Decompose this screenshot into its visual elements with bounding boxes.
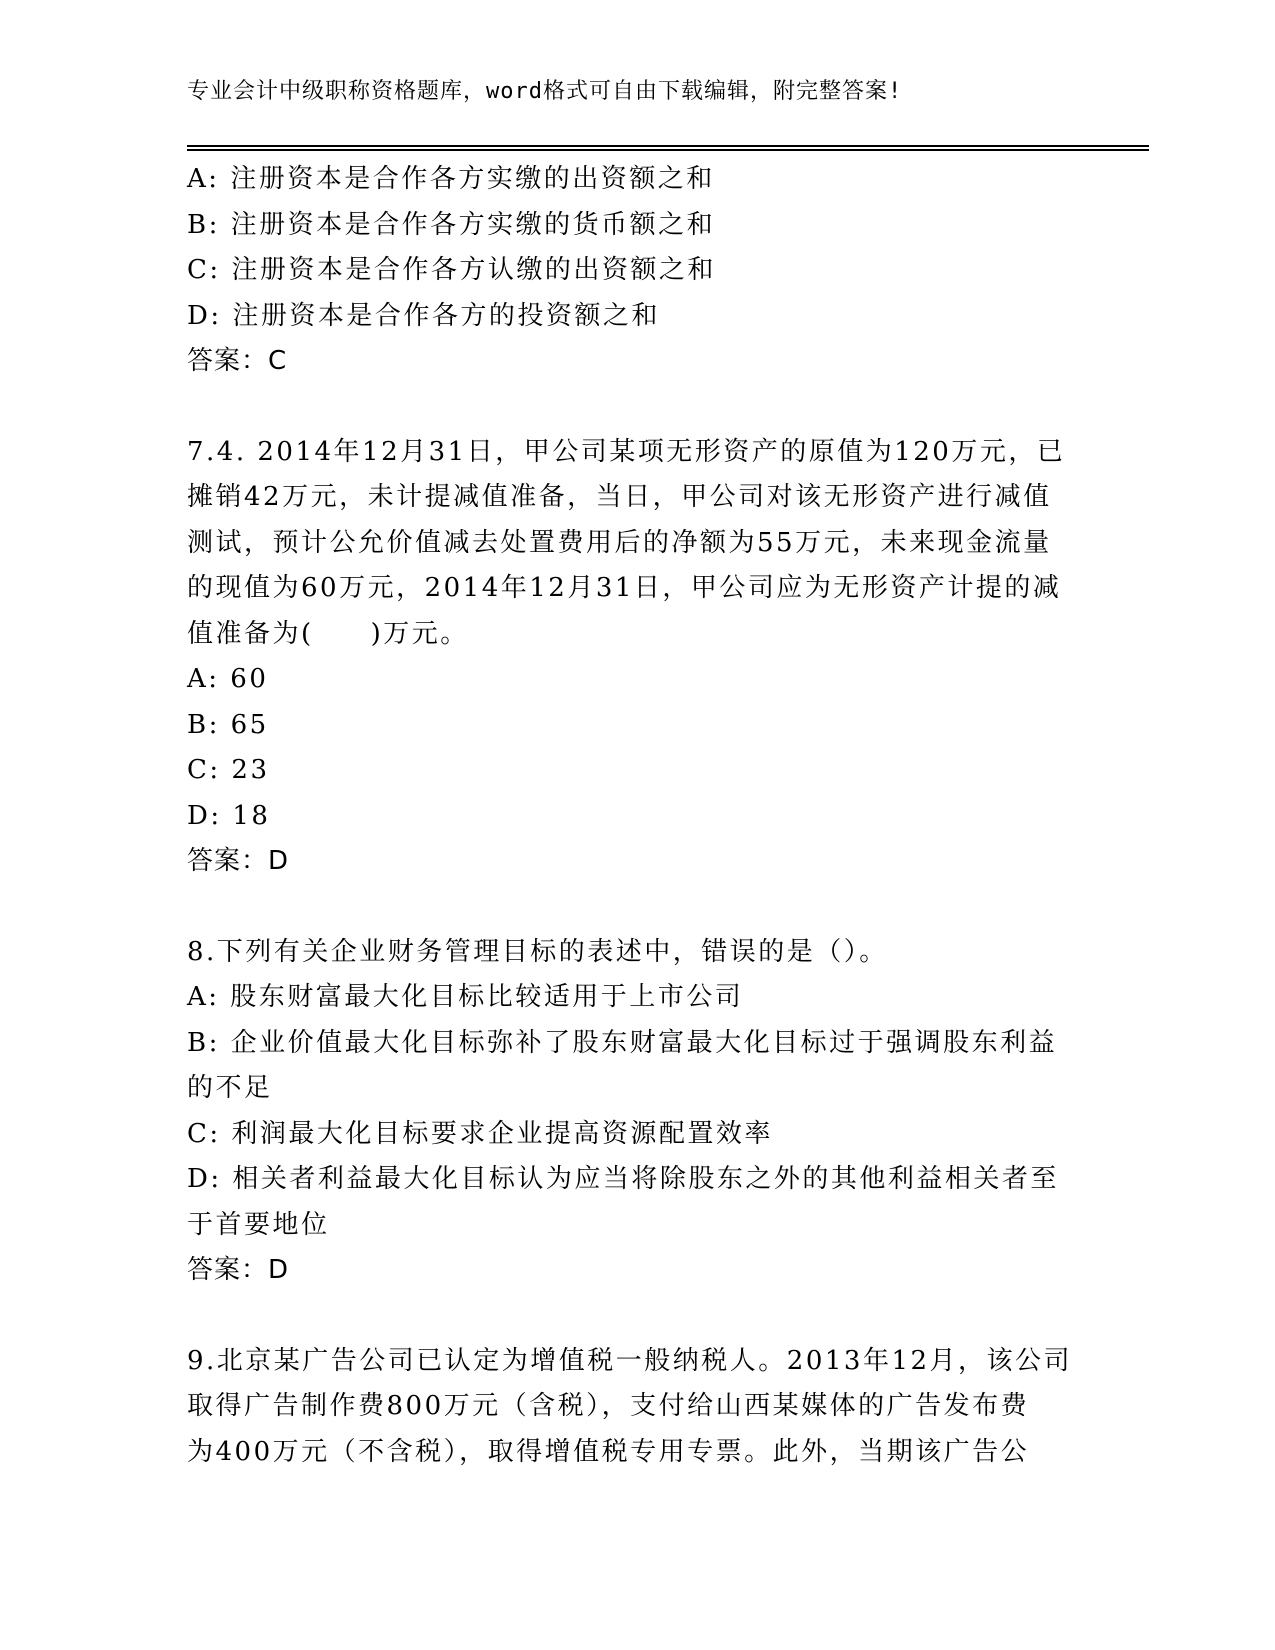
question-stem-line: 的现值为60万元，2014年12月31日，甲公司应为无形资产计提的减 [187,573,1062,603]
question-9 [187,1339,1087,1476]
question-stem-line: 9.北京某广告公司已认定为增值税一般纳税人。2013年12月，该公司 [187,1345,1073,1376]
question-stem-line: 取得广告制作费800万元（含税），支付给山西某媒体的广告发布费 [187,1391,1030,1421]
question-6-tail [187,157,1087,385]
spacer [187,385,1087,430]
option-b: B: 65 [187,709,269,740]
option-c: C: 23 [187,755,270,785]
document-body [187,157,1087,1475]
option-c: C: 利润最大化目标要求企业提高资源配置效率 [187,1118,773,1149]
question-stem-line: 为400万元（不含税），取得增值税专用专票。此外，当期该广告公 [187,1436,1030,1467]
option-a: A: 60 [187,664,269,694]
answer: 答案：D [187,846,290,876]
option-d: D: 注册资本是合作各方的投资额之和 [187,300,660,331]
page-header: 专业会计中级职称资格题库，word格式可自由下载编辑，附完整答案! [187,79,903,104]
question-stem-line: 摊销42万元，未计提减值准备，当日，甲公司对该无形资产进行减值 [187,482,1052,512]
question-stem-line: 7.4. 2014年12月31日，甲公司某项无形资产的原值为120万元，已 [187,436,1066,467]
question-stem-line: 值准备为( )万元。 [187,618,469,649]
header-double-rule [187,145,1149,151]
option-d: D: 18 [187,800,271,831]
question-stem-line: 8.下列有关企业财务管理目标的表述中，错误的是（）。 [187,936,888,967]
option-b: B: 注册资本是合作各方实缴的货币额之和 [187,209,716,240]
answer: 答案：C [187,346,288,376]
option-b: B: 企业价值最大化目标弥补了股东财富最大化目标过于强调股东利益 [187,1027,1058,1058]
option-b-continued: 的不足 [187,1073,273,1103]
question-stem-line: 测试，预计公允价值减去处置费用后的净额为55万元，未来现金流量 [187,527,1052,558]
question-8 [187,930,1087,1294]
option-a: A: 股东财富最大化目标比较适用于上市公司 [187,982,744,1012]
spacer [187,885,1087,930]
option-d-continued: 于首要地位 [187,1209,330,1240]
option-d: D: 相关者利益最大化目标认为应当将除股东之外的其他利益相关者至 [187,1164,1059,1194]
option-a: A: 注册资本是合作各方实缴的出资额之和 [187,164,715,194]
option-c: C: 注册资本是合作各方认缴的出资额之和 [187,255,716,285]
spacer [187,1294,1087,1339]
question-7 [187,430,1087,885]
answer: 答案：D [187,1255,290,1285]
